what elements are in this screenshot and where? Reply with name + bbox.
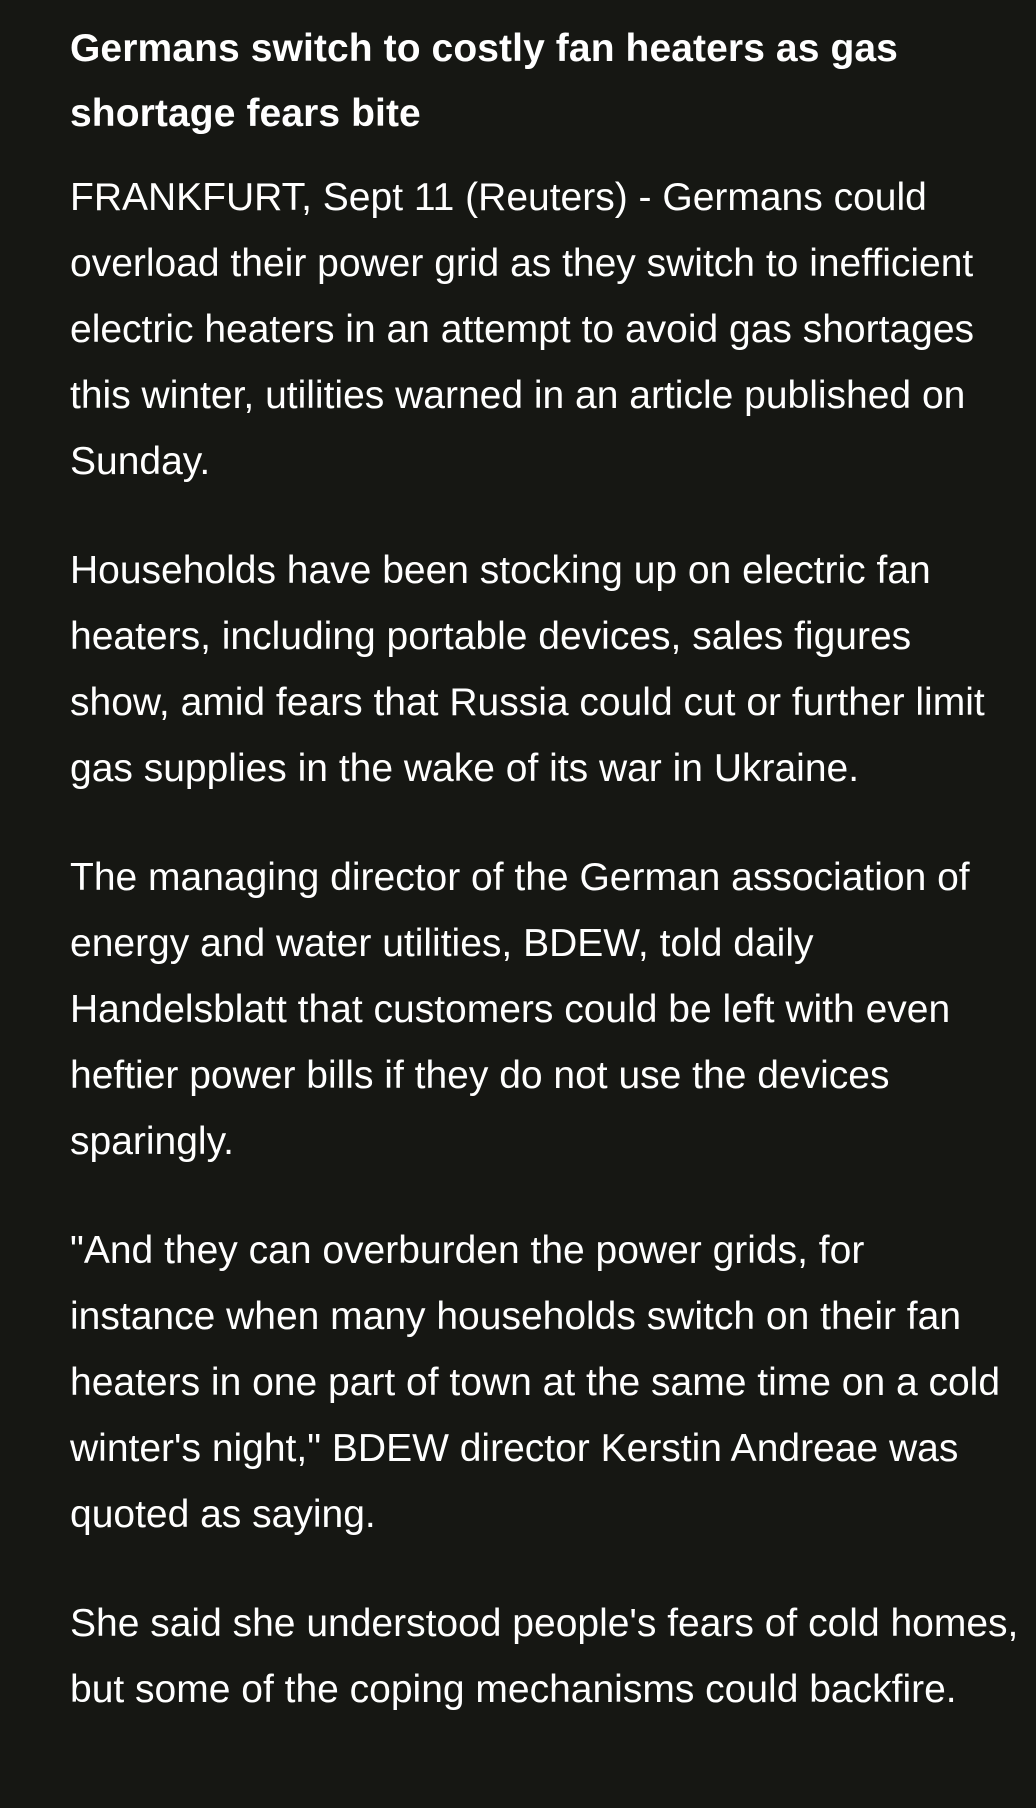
article-body [70, 165, 1020, 1723]
news-article [70, 16, 1020, 1723]
article-paragraph: "And they can overburden the power grids, for instance when many households switch on their fan heaters in one part of town at the same time on a cold winter's night," BDEW director Kerstin Andreae was quoted as saying. [70, 1229, 1001, 1536]
article-headline: Germans switch to costly fan heaters as gas shortage fears bite [70, 27, 898, 135]
article-paragraph: FRANKFURT, Sept 11 (Reuters) - Germans could overload their power grid as they switch to inefficient electric heaters in an attempt to avoid gas shortages this winter, utilities warned in an article published on Sunday. [70, 176, 975, 483]
article-paragraph: She said she understood people's fears of cold homes, but some of the coping mechanisms could backfire. [70, 1602, 1019, 1711]
article-paragraph: Households have been stocking up on electric fan heaters, including portable devices, sales figures show, amid fears that Russia could cut or further limit gas supplies in the wake of its war in Ukraine. [70, 549, 985, 790]
article-paragraph: The managing director of the German association of energy and water utilities, BDEW, told daily Handelsblatt that customers could be left with even heftier power bills if they do not use the devices sparingly. [70, 856, 970, 1163]
